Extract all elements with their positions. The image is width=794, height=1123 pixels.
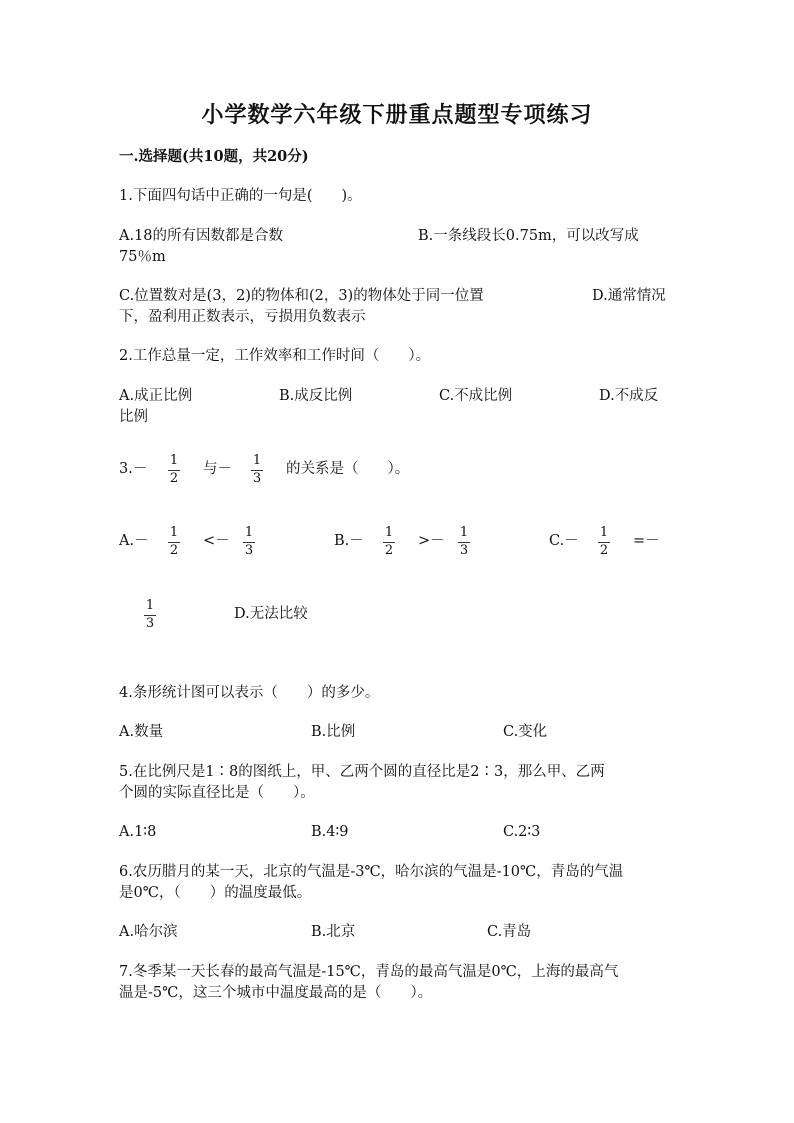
question-1-option-c: C.位置数对是(3，2)的物体和(2，3)的物体处于同一位置 [119,288,484,304]
fraction-denominator: 3 [252,471,262,486]
fraction-numerator: 1 [169,453,179,468]
question-2-stem: 2.工作总量一定，工作效率和工作时间（ ）。 [119,348,431,364]
question-3-prefix: 3.－ [119,461,148,477]
fraction-numerator: 1 [145,598,155,613]
question-4-option-b: B.比例 [311,724,356,740]
question-4-stem: 4.条形统计图可以表示（ ）的多少。 [119,685,380,701]
question-3-option-c-fraction-third [142,599,158,631]
fraction-denominator: 3 [244,543,254,558]
question-3-option-c-fraction-half [596,526,612,558]
question-3-middle: 与－ [203,461,232,477]
question-2-option-a: A.成正比例 [119,388,193,404]
fraction-numerator: 1 [384,525,394,540]
fraction-denominator: 2 [599,543,609,558]
question-3-fraction-one-half [166,454,182,486]
question-3-option-b-relation: >－ [418,533,445,549]
question-1-option-b-continued: 75％m [119,249,166,265]
question-6-stem-continued: 是0℃，（ ）的温度最低。 [119,885,312,901]
question-3-option-b-fraction-third [456,526,472,558]
question-6-option-b: B.北京 [311,924,356,940]
fraction-denominator: 2 [169,471,179,486]
question-4-option-c: C.变化 [503,724,548,740]
question-5-option-c: C.2∶3 [503,824,541,840]
fraction-numerator: 1 [459,525,469,540]
question-2-option-c: C.不成比例 [439,388,513,404]
question-2-option-b: B.成反比例 [279,388,353,404]
fraction-numerator: 1 [169,525,179,540]
question-1-option-a: A.18的所有因数都是合数 [119,228,284,244]
question-6-option-c: C.青岛 [487,924,532,940]
question-5-option-b: B.4∶9 [311,824,349,840]
question-3-option-a-fraction-third [241,526,257,558]
fraction-numerator: 1 [252,453,262,468]
question-7-stem: 7.冬季某一天长春的最高气温是-15℃，青岛的最高气温是0℃，上海的最高气 [119,964,619,980]
question-3-option-a-label: A.－ [119,533,149,549]
page-title: 小学数学六年级下册重点题型专项练习 [201,102,593,128]
fraction-numerator: 1 [599,525,609,540]
fraction-denominator: 3 [459,543,469,558]
question-2-option-d-continued: 比例 [119,409,148,425]
question-1-option-d: D.通常情况 [592,288,666,304]
question-4-option-a: A.数量 [119,724,164,740]
question-3-option-c-relation: =－ [633,533,660,549]
fraction-numerator: 1 [244,525,254,540]
question-6-stem: 6.农历腊月的某一天，北京的气温是-3℃，哈尔滨的气温是-10℃，青岛的气温 [119,864,624,880]
question-3-fraction-one-third [249,454,265,486]
question-7-stem-continued: 温是-5℃，这三个城市中温度最高的是（ ）。 [119,985,433,1001]
fraction-denominator: 3 [145,616,155,631]
question-3-option-c-label: C.－ [549,533,579,549]
section-heading: 一.选择题(共10题，共20分) [119,148,309,165]
question-5-option-a: A.1∶8 [119,824,157,840]
question-1-option-b: B.一条线段长0.75m，可以改写成 [418,228,639,244]
question-3-suffix: 的关系是（ ）。 [286,461,410,477]
question-1-option-d-continued: 下，盈利用正数表示，亏损用负数表示 [119,309,366,325]
question-1-stem: 1.下面四句话中正确的一句是( )。 [119,188,362,204]
question-3-option-b-fraction-half [381,526,397,558]
fraction-denominator: 2 [384,543,394,558]
question-3-option-a-fraction-half [166,526,182,558]
question-3-option-d: D.无法比较 [234,606,308,622]
question-2-option-d: D.不成反 [599,388,659,404]
question-6-option-a: A.哈尔滨 [119,924,178,940]
question-5-stem-continued: 个圆的实际直径比是（ ）。 [119,785,315,801]
question-5-stem: 5.在比例尺是1∶8的图纸上，甲、乙两个圆的直径比是2∶3，那么甲、乙两 [119,764,605,780]
question-3-option-a-relation: <－ [203,533,230,549]
fraction-denominator: 2 [169,543,179,558]
question-3-option-b-label: B.－ [334,533,364,549]
